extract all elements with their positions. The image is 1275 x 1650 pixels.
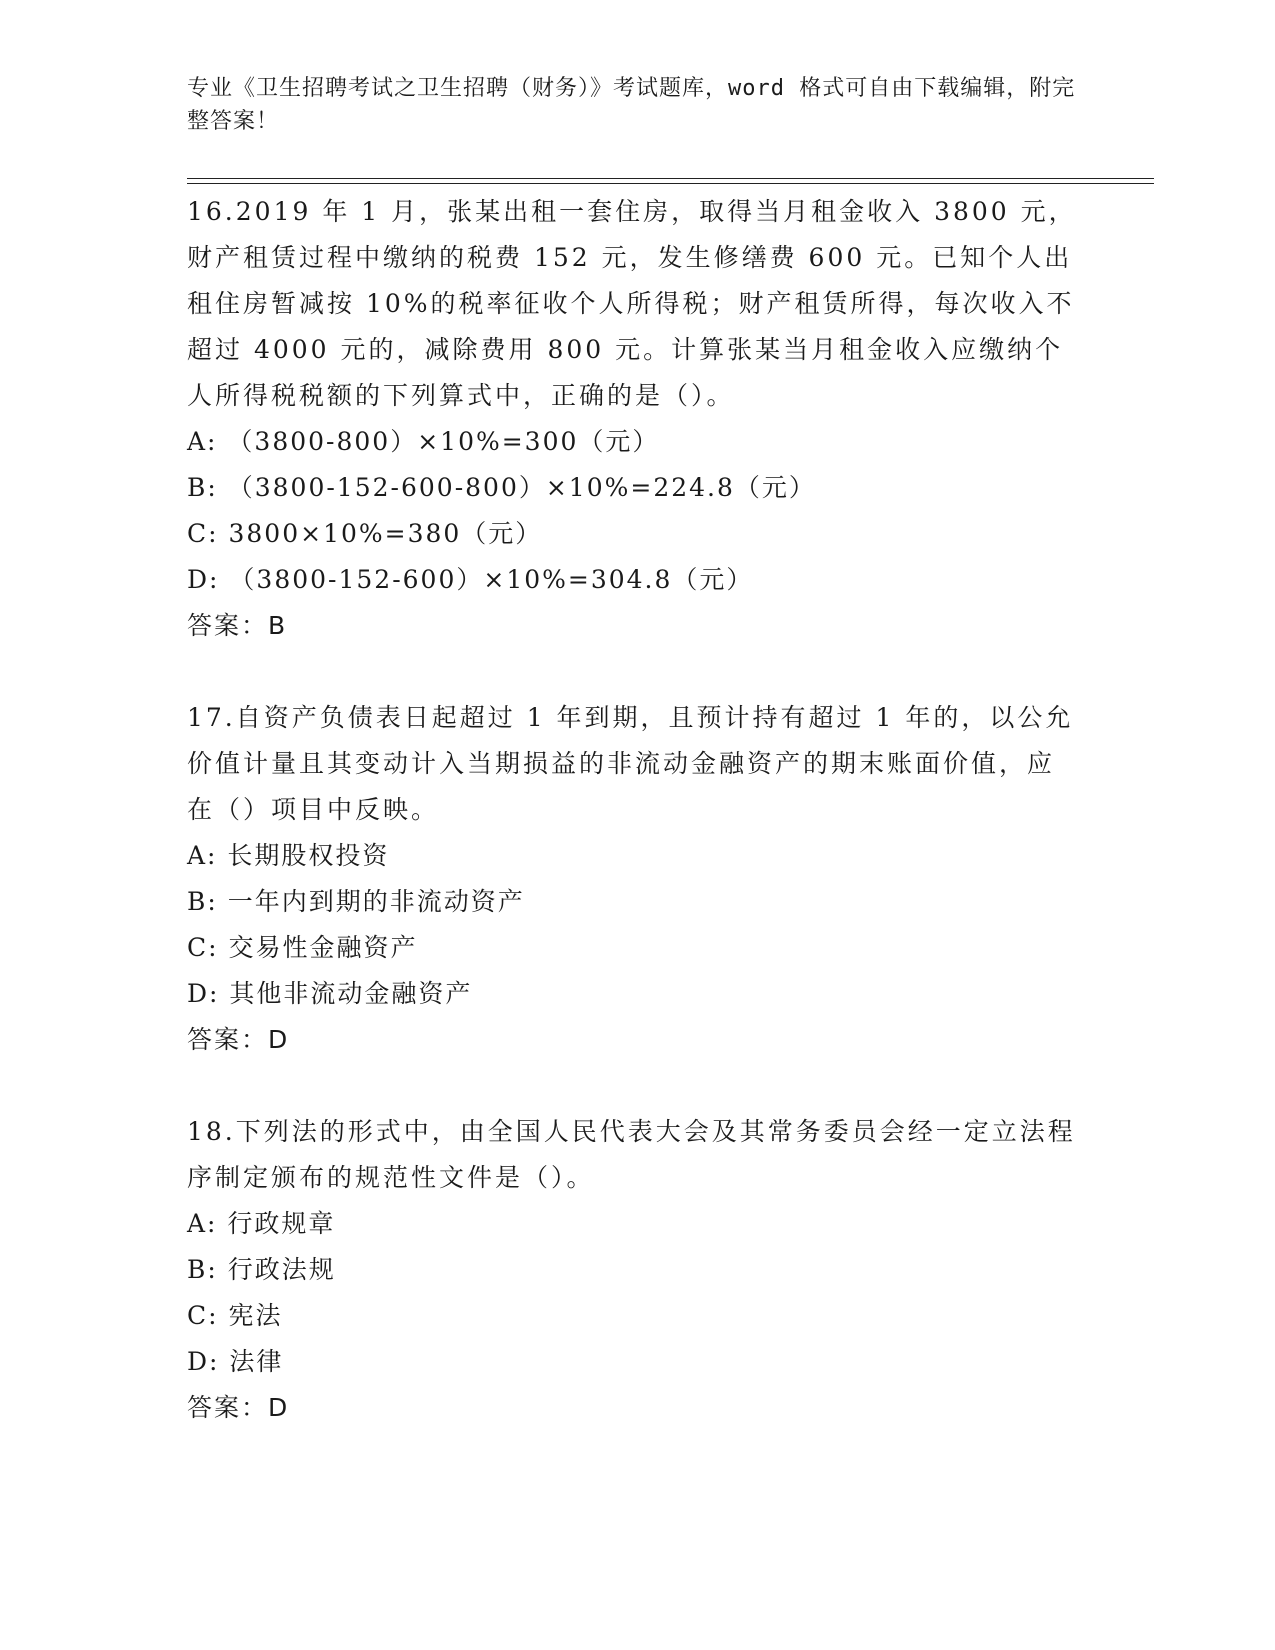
option-a: A: （3800-800）×10%=300（元） (187, 427, 660, 456)
page-header: 专业《卫生招聘考试之卫生招聘（财务）》考试题库，word 格式可自由下载编辑，附完整答案！ (187, 76, 1076, 134)
answer: 答案：D (187, 1025, 290, 1054)
answer: 答案：D (187, 1393, 290, 1422)
header-divider-bottom (187, 183, 1154, 184)
question-stem: 18.下列法的形式中，由全国人民代表大会及其常务委员会经一定立法程序制定颁布的规范性文件是（）。 (187, 1117, 1076, 1192)
header-divider-top (187, 178, 1154, 179)
question-stem: 16.2019 年 1 月，张某出租一套住房，取得当月租金收入 3800 元，财产租赁过程中缴纳的税费 152 元，发生修缮费 600 元。已知个人出租住房暂减按 10%的税率征收个人所得税；财产租赁所得，每次收入不超过 4000 元的，减除费用 800 元。计算张某当月租金收入应缴纳个人所得税税额的下列算式中，正确的是（）。 (187, 197, 1077, 410)
option-d: D: 其他非流动金融资产 (187, 979, 473, 1008)
option-c: C: 宪法 (187, 1301, 283, 1330)
question-18 (187, 1109, 1087, 1431)
option-d: D: 法律 (187, 1347, 284, 1376)
option-b: B: 行政法规 (187, 1255, 336, 1284)
question-list (187, 189, 1087, 1477)
option-a: A: 长期股权投资 (187, 841, 390, 870)
option-d: D: （3800-152-600）×10%=304.8（元） (187, 565, 754, 594)
option-b: B: （3800-152-600-800）×10%=224.8（元） (187, 473, 816, 502)
question-stem: 17.自资产负债表日起超过 1 年到期，且预计持有超过 1 年的，以公允价值计量且其变动计入当期损益的非流动金融资产的期末账面价值，应在（）项目中反映。 (187, 703, 1074, 824)
question-17 (187, 695, 1087, 1063)
option-b: B: 一年内到期的非流动资产 (187, 887, 525, 916)
option-a: A: 行政规章 (187, 1209, 336, 1238)
question-16 (187, 189, 1087, 649)
option-c: C: 3800×10%=380（元） (187, 519, 543, 548)
answer: 答案：B (187, 611, 288, 640)
option-c: C: 交易性金融资产 (187, 933, 418, 962)
